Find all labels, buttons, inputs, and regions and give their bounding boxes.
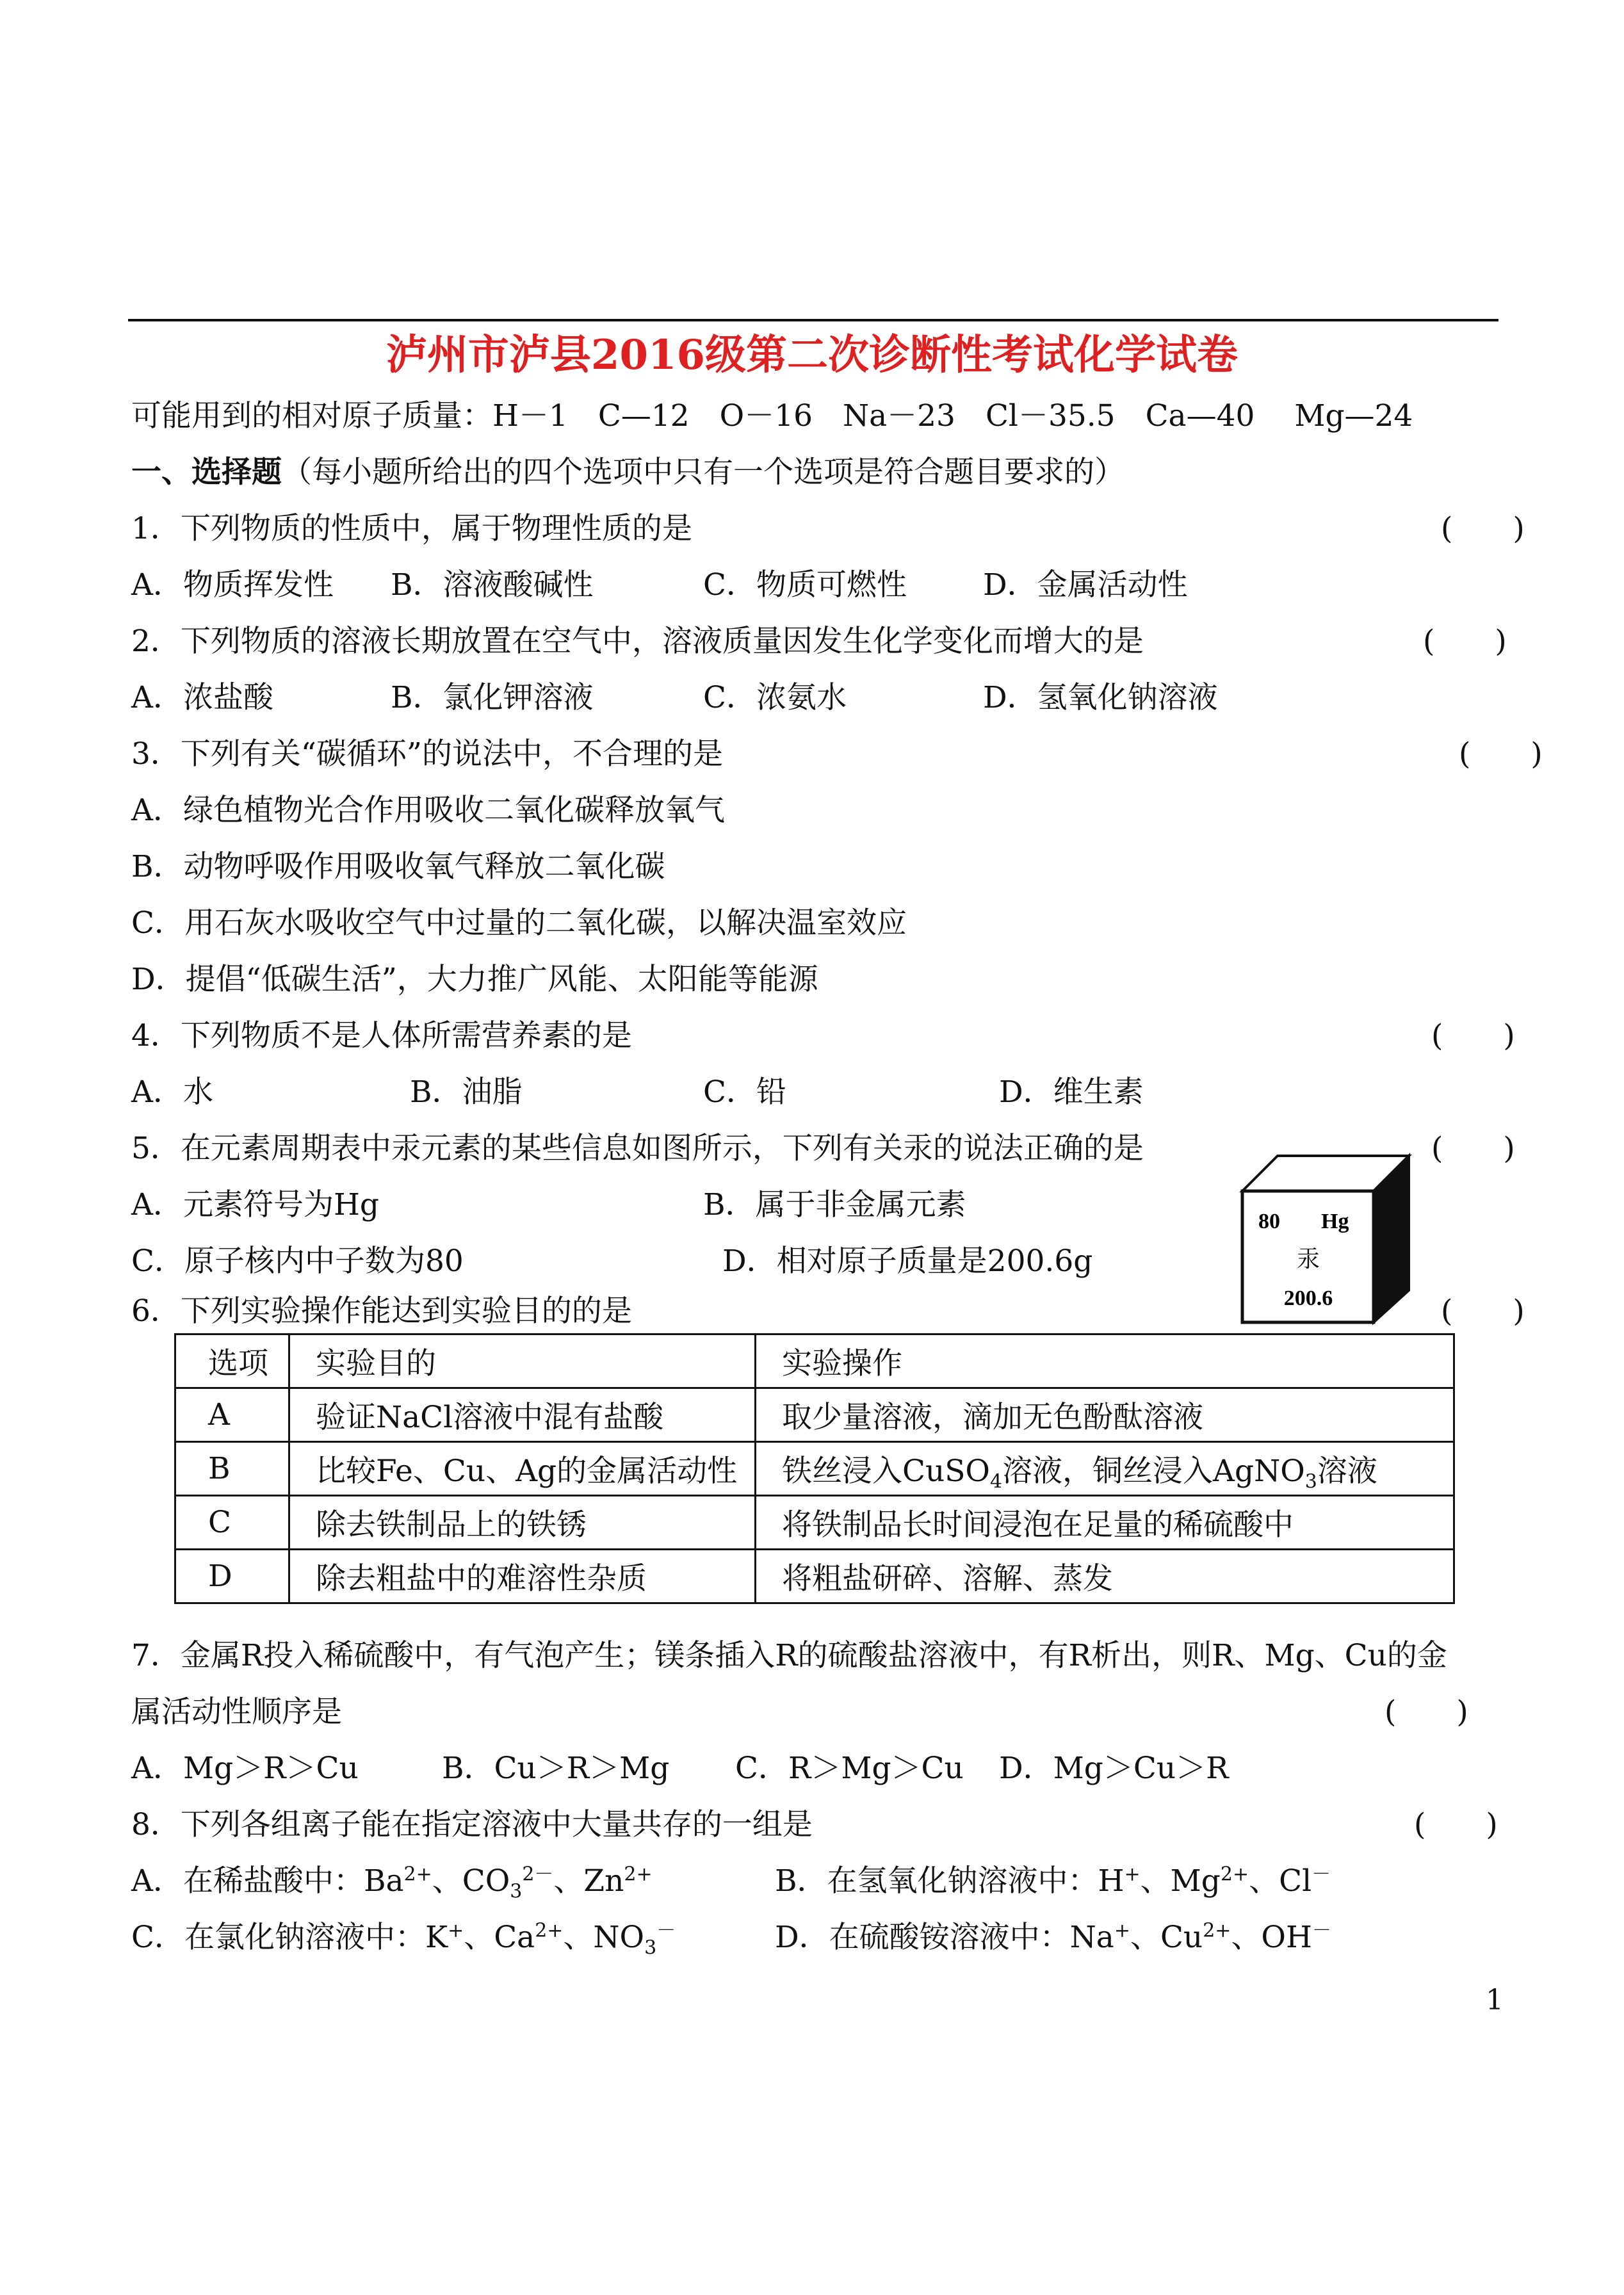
q1-option-a: A．物质挥发性 xyxy=(131,567,334,603)
q6-stem: 6．下列实验操作能达到实验目的的是 xyxy=(131,1293,632,1329)
q4-option-d: D．维生素 xyxy=(999,1075,1144,1110)
q5-option-c: C．原子核内中子数为80 xyxy=(131,1244,464,1279)
header-operation: 实验操作 xyxy=(756,1334,1454,1388)
q8-answer-paren: ( ) xyxy=(1414,1807,1498,1842)
q4-option-a: A．水 xyxy=(131,1075,213,1110)
q1-option-d: D．金属活动性 xyxy=(983,567,1188,603)
q4-option-b: B．油脂 xyxy=(410,1075,523,1110)
page-number: 1 xyxy=(1486,1984,1504,2016)
q7-option-c: C．R＞Mg＞Cu xyxy=(735,1751,964,1786)
q4-stem: 4．下列物质不是人体所需营养素的是 xyxy=(131,1018,632,1053)
q2-stem: 2．下列物质的溶液长期放置在空气中，溶液质量因发生化学变化而增大的是 xyxy=(131,624,1144,659)
q3-option-b: B．动物呼吸作用吸收氧气释放二氧化碳 xyxy=(131,849,665,884)
element-mass: 200.6 xyxy=(1283,1286,1333,1310)
q4-option-c: C．铅 xyxy=(703,1075,786,1110)
q1-answer-paren: ( ) xyxy=(1441,511,1525,546)
experiment-table xyxy=(174,1333,1455,1604)
table-row xyxy=(175,1496,1454,1550)
q7-option-d: D．Mg＞Cu＞R xyxy=(999,1751,1229,1786)
q8-option-d: D．在硫酸铵溶液中：Na+、$Cu^{2+}$、OH－ xyxy=(775,1919,1331,1955)
q8-stem: 8．下列各组离子能在指定溶液中大量共存的一组是 xyxy=(131,1807,813,1842)
q5-answer-paren: ( ) xyxy=(1431,1131,1515,1166)
q3-option-d: D．提倡“低碳生活”，大力推广风能、太阳能等能源 xyxy=(131,962,818,997)
header-goal: 实验目的 xyxy=(289,1334,756,1388)
q2-option-b: B．氯化钾溶液 xyxy=(391,680,594,715)
header-option: 选项 xyxy=(175,1334,289,1388)
row-operation: 取少量溶液，滴加无色酚酞溶液 xyxy=(756,1388,1454,1442)
row-operation: 铁丝浸入CuSO$_4$溶液，铜丝浸入AgNO$_3$溶液 xyxy=(756,1442,1454,1496)
q3-option-a: A．绿色植物光合作用吸收二氧化碳释放氧气 xyxy=(131,793,725,828)
row-operation: 将铁制品长时间浸泡在足量的稀硫酸中 xyxy=(756,1496,1454,1550)
q2-option-d: D．氢氧化钠溶液 xyxy=(983,680,1218,715)
element-name: 汞 xyxy=(1296,1246,1320,1272)
q2-answer-paren: ( ) xyxy=(1423,624,1507,659)
page-title: 泸州市泸县2016级第二次诊断性考试化学试卷 xyxy=(386,331,1238,379)
element-number: 80 xyxy=(1258,1210,1280,1233)
q7-stem-cont: 属活动性顺序是 xyxy=(131,1694,342,1730)
q2-option-a: A．浓盐酸 xyxy=(131,680,273,715)
row-option: A xyxy=(175,1388,289,1442)
q7-stem: 7．金属R投入稀硫酸中，有气泡产生；镁条插入R的硫酸盐溶液中，有R析出，则R、Mg、Cu的金 xyxy=(131,1638,1447,1673)
atomic-mass-line: 可能用到的相对原子质量：H－1 C—12 O－16 Na－23 Cl－35.5 Ca—40 Mg—24 xyxy=(131,398,1413,434)
table-header-row xyxy=(175,1334,1454,1388)
table-row xyxy=(175,1550,1454,1603)
q5-option-d: D．相对原子质量是200.6g xyxy=(722,1244,1093,1279)
row-option: D xyxy=(175,1550,289,1603)
q8-option-c: C．在氯化钠溶液中：K+、$Ca^{2+}$、$NO_3^-$ xyxy=(131,1919,676,1959)
q1-option-c: C．物质可燃性 xyxy=(703,567,907,603)
q6-answer-paren: ( ) xyxy=(1441,1293,1525,1329)
q3-stem: 3．下列有关“碳循环”的说法中，不合理的是 xyxy=(131,736,723,772)
q1-option-b: B．溶液酸碱性 xyxy=(391,567,594,603)
header-rule xyxy=(128,319,1498,321)
element-symbol: Hg xyxy=(1321,1210,1349,1233)
q8-option-a: A．在稀盐酸中：$Ba^{2+}$、$CO_3^{2-}$、$Zn^{2+}$ xyxy=(131,1863,653,1903)
q3-option-c: C．用石灰水吸收空气中过量的二氧化碳，以解决温室效应 xyxy=(131,905,907,941)
table-row xyxy=(175,1388,1454,1442)
q5-option-a: A．元素符号为Hg xyxy=(131,1187,380,1222)
q7-option-a: A．Mg＞R＞Cu xyxy=(131,1751,359,1786)
q1-stem: 1．下列物质的性质中，属于物理性质的是 xyxy=(131,511,692,546)
q7-answer-paren: ( ) xyxy=(1384,1694,1468,1730)
q3-answer-paren: ( ) xyxy=(1459,736,1543,772)
row-goal: 验证NaCl溶液中混有盐酸 xyxy=(289,1388,756,1442)
q4-answer-paren: ( ) xyxy=(1431,1018,1515,1053)
row-option: C xyxy=(175,1496,289,1550)
q2-option-c: C．浓氨水 xyxy=(703,680,847,715)
row-option: B xyxy=(175,1442,289,1496)
row-operation: 将粗盐研碎、溶解、蒸发 xyxy=(756,1550,1454,1603)
row-goal: 除去粗盐中的难溶性杂质 xyxy=(289,1550,756,1603)
table-row xyxy=(175,1442,1454,1496)
section-heading xyxy=(131,453,1125,492)
section-note: （每小题所给出的四个选项中只有一个选项是符合题目要求的） xyxy=(282,455,1125,490)
q8-option-b: B．在氢氧化钠溶液中：H+、$Mg^{2+}$、Cl－ xyxy=(775,1863,1331,1899)
q5-stem: 5．在元素周期表中汞元素的某些信息如图所示，下列有关汞的说法正确的是 xyxy=(131,1131,1144,1166)
row-goal: 除去铁制品上的铁锈 xyxy=(289,1496,756,1550)
section-title: 一、选择题 xyxy=(131,455,282,490)
q7-option-b: B．Cu＞R＞Mg xyxy=(442,1751,670,1786)
q5-option-b: B．属于非金属元素 xyxy=(703,1187,966,1222)
row-goal: 比较Fe、Cu、Ag的金属活动性 xyxy=(289,1442,756,1496)
mercury-element-cube xyxy=(1239,1153,1412,1326)
